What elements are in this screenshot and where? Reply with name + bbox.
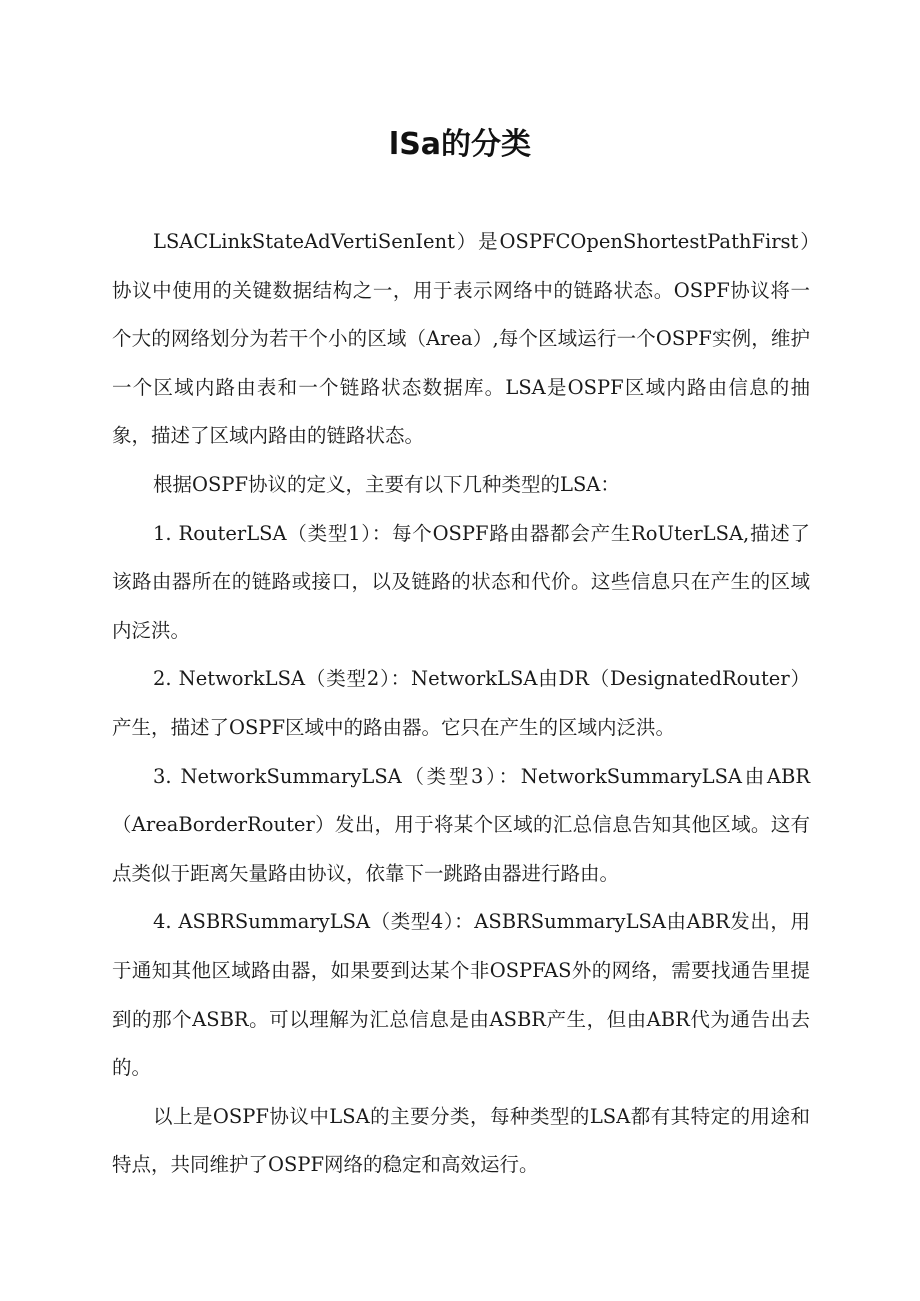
paragraph-type-3: 3. NetworkSummaryLSA（类型3）：NetworkSummaryLSA由ABR（AreaBorderRouter）发出，用于将某个区域的汇总信息告知其他区域。这有点类似于距离矢量路由协议，依靠下一跳路由器进行路由。 <box>112 764 810 885</box>
paragraph-type-1: 1. RouterLSA（类型1）：每个OSPF路由器都会产生RoUterLSA,描述了该路由器所在的链路或接口，以及链路的状态和代价。这些信息只在产生的区域内泛洪。 <box>112 521 810 642</box>
paragraph-type-4: 4. ASBRSummaryLSA（类型4）：ASBRSummaryLSA由ABR发出，用于通知其他区域路由器，如果要到达某个非OSPFAS外的网络，需要找通告里提到的那个ASBR。可以理解为汇总信息是由ASBR产生，但由ABR代为通告出去的。 <box>112 910 810 1080</box>
document-body <box>112 218 810 1190</box>
paragraph-types-intro: 根据OSPF协议的定义，主要有以下几种类型的LSA： <box>153 472 620 496</box>
paragraph-conclusion: 以上是OSPF协议中LSA的主要分类，每种类型的LSA都有其特定的用途和特点，共同维护了OSPF网络的稳定和高效运行。 <box>112 1104 810 1177</box>
page-title: lSa的分类 <box>388 127 532 162</box>
paragraph-type-2: 2. NetworkLSA（类型2）：NetworkLSA由DR（DesignatedRouter）产生，描述了OSPF区域中的路由器。它只在产生的区域内泛洪。 <box>112 667 810 739</box>
paragraph-intro: LSACLinkStateAdVertiSenIent）是OSPFCOpenShortestPathFirst）协议中使用的关键数据结构之一，用于表示网络中的链路状态。OSPF协议将一个大的网络划分为若干个小的区域（Area）,每个区域运行一个OSPF实例，维护一个区域内路由表和一个链路状态数据库。LSA是OSPF区域内路由信息的抽象，描述了区域内路由的链路状态。 <box>112 230 810 448</box>
